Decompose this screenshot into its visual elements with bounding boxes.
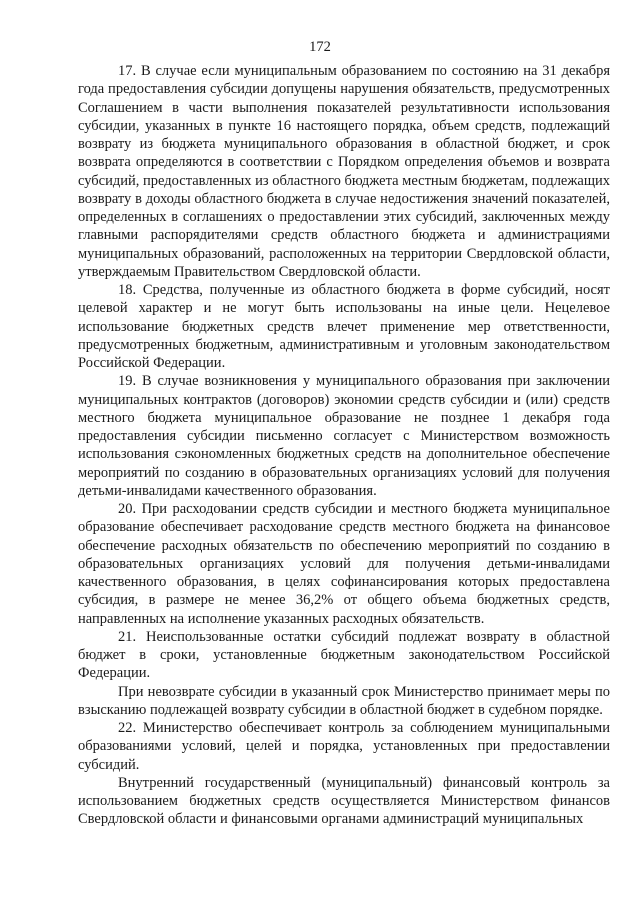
document-body xyxy=(78,62,610,829)
paragraph-22: 22. Министерство обеспечивает контроль за соблюдением муниципальными образованиями условий, целей и порядка, установленных при предоставлении субсидий. xyxy=(78,720,610,773)
paragraph-20: 20. При расходовании средств субсидии и местного бюджета муниципальное образование обеспечивает расходование средств местного бюджета на финансовое обеспечение расходных обязательств по обеспечению мероприятий по созданию в образовательных организациях условий для получения детьми-инвалидами качественного образования, в целях софинансирования которых предоставлена субсидия, в размере не менее 36,2% от общего объема бюджетных средств, направленных на исполнение указанных расходных обязательств. xyxy=(78,501,610,627)
paragraph-18: 18. Средства, полученные из областного бюджета в форме субсидий, носят целевой характер и не могут быть использованы на иные цели. Нецелевое использование бюджетных средств влечет применение мер ответственности, предусмотренных бюджетным, административным и уголовным законодательством Российской Федерации. xyxy=(78,282,610,371)
paragraph-22-continuation: Внутренний государственный (муниципальный) финансовый контроль за использованием бюджетных средств осуществляется Министерством финансов Свердловской области и финансовыми органами администраций муниципальных xyxy=(78,774,610,828)
page-number: 172 xyxy=(309,39,331,55)
paragraph-19: 19. В случае возникновения у муниципального образования при заключении муниципальных контрактов (договоров) экономии средств субсидии и (или) средств местного бюджета муниципальное образование не позднее 1 декабря года предоставления субсидии письменно согласует с Министерством возможность использования сэкономленных бюджетных средств на дополнительное обеспечение мероприятий по созданию в образовательных организациях условий для получения детьми-инвалидами качественного образования. xyxy=(78,373,610,499)
paragraph-21-continuation: При невозврате субсидии в указанный срок Министерство принимает меры по взысканию подлежащей возврату субсидии в областной бюджет в судебном порядке. xyxy=(78,683,610,718)
paragraph-21: 21. Неиспользованные остатки субсидий подлежат возврату в областной бюджет в сроки, установленные бюджетным законодательством Российской Федерации. xyxy=(78,628,610,682)
paragraph-17: 17. В случае если муниципальным образованием по состоянию на 31 декабря года предоставления субсидии допущены нарушения обязательств, предусмотренных Соглашением в части выполнения показателей результативности использования субсидии, указанных в пункте 16 настоящего порядка, объем средств, подлежащий возврату из бюджета муниципального образования в областной бюджет, и срок возврата определяются в соответствии с Порядком определения объемов и возврата субсидий, предоставленных из областного бюджета местным бюджетам, подлежащих возврату в доходы областного бюджета в случае недостижения значений показателей, определенных в соглашениях о предоставлении этих субсидий, заключенных между главными распорядителями средств областного бюджета и администрациями муниципальных образований, расположенных на территории Свердловской области, утверждаемым Правительством Свердловской области. xyxy=(78,63,610,280)
